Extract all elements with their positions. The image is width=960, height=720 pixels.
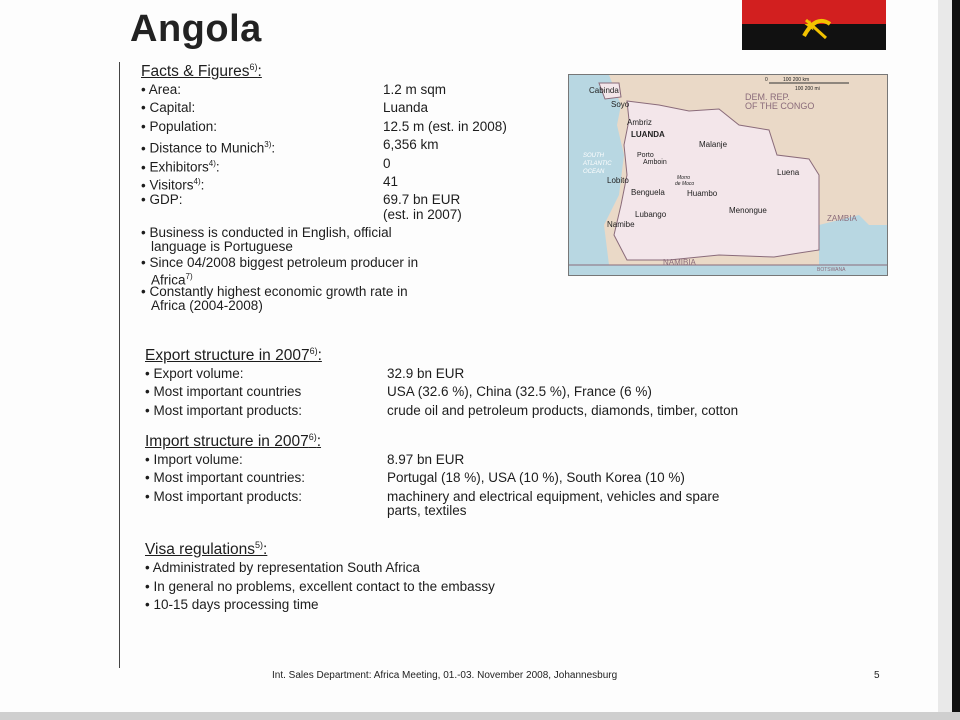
svg-text:ATLANTIC: ATLANTIC [583,161,612,167]
import-countries-label: • Most important countries: [145,470,305,485]
scan-edge-bottom [0,712,960,720]
export-products-label: • Most important products: [145,403,302,418]
svg-text:Menongue: Menongue [729,206,767,215]
note-business-language-cont: language is Portuguese [151,239,293,254]
visa-item: • Administrated by representation South Africa [145,560,420,575]
flag-emblem-icon [796,6,836,46]
svg-text:de Moco: de Moco [675,181,695,187]
svg-text:Huambo: Huambo [687,189,718,198]
gdp-label: • GDP: [141,192,183,207]
svg-text:ZAMBIA: ZAMBIA [827,214,857,223]
page-title: Angola [130,8,262,50]
svg-text:SOUTH: SOUTH [583,153,604,159]
map-graphic [569,75,887,275]
facts-heading: Facts & Figures$^{6)}$: [141,62,262,81]
population-label: • Population: [141,119,217,134]
import-products-value-cont: parts, textiles [387,503,467,518]
visa-heading: Visa regulations$^{5)}$: [145,540,268,559]
angola-map [568,74,888,276]
visitors-value: 41 [383,174,399,189]
area-value: 1.2 m sqm [383,82,447,97]
gdp-value: 69.7 bn EUR [383,192,461,207]
svg-text:Lubango: Lubango [635,210,667,219]
export-products-value: crude oil and petroleum products, diamonds, timber, cotton [387,403,739,418]
svg-text:Soyo: Soyo [611,100,630,109]
import-countries-value: Portugal (18 %), USA (10 %), South Korea (10 %) [387,470,685,485]
svg-text:Luena: Luena [777,168,800,177]
svg-text:0: 0 [765,77,768,83]
visa-item: • 10-15 days processing time [145,597,319,612]
svg-text:OCEAN: OCEAN [583,169,605,175]
export-countries-label: • Most important countries [145,384,301,399]
gdp-value-note: (est. in 2007) [383,207,462,222]
svg-text:BOTSWANA: BOTSWANA [817,267,846,273]
note-growth: • Constantly highest economic growth rate in [141,284,408,299]
svg-text:Namibe: Namibe [607,220,635,229]
svg-text:Malanje: Malanje [699,140,728,149]
import-products-value: machinery and electrical equipment, vehicles and spare [387,489,720,504]
svg-text:Cabinda: Cabinda [589,86,619,95]
svg-text:DEM. REP.: DEM. REP. [745,92,790,102]
visitors-label: • Visitors$^{4)}$: [141,174,204,193]
visa-item: • In general no problems, excellent contact to the embassy [145,579,495,594]
export-heading: Export structure in 2007$^{6)}$: [145,346,322,365]
import-volume-value: 8.97 bn EUR [387,452,465,467]
svg-text:100 200 mi: 100 200 mi [795,86,820,92]
exhibitors-label: • Exhibitors$^{4)}$: [141,156,220,175]
export-countries-value: USA (32.6 %), China (32.5 %), France (6 %) [387,384,652,399]
export-volume-value: 32.9 bn EUR [387,366,465,381]
import-products-label: • Most important products: [145,489,302,504]
svg-text:100 200 km: 100 200 km [783,77,810,83]
footer-text: Int. Sales Department: Africa Meeting, 01.-03. November 2008, Johannesburg [272,670,618,681]
scan-edge [938,0,952,720]
distance-value: 6,356 km [383,137,439,152]
svg-text:Benguela: Benguela [631,188,665,197]
area-label: • Area: [141,82,181,97]
distance-label: • Distance to Munich$^{3)}$: [141,137,275,156]
note-business-language: • Business is conducted in English, official [141,225,392,240]
export-volume-label: • Export volume: [145,366,244,381]
import-volume-label: • Import volume: [145,452,243,467]
page-number: 5 [874,670,880,681]
capital-value: Luanda [383,100,429,115]
capital-label: • Capital: [141,100,195,115]
svg-text:OF THE CONGO: OF THE CONGO [745,101,815,111]
note-growth-cont: Africa (2004-2008) [151,298,263,313]
exhibitors-value: 0 [383,156,391,171]
svg-text:Amboin: Amboin [643,159,667,166]
left-rule [119,62,120,668]
population-value: 12.5 m (est. in 2008) [383,119,507,134]
scan-edge-dark [952,0,960,720]
svg-text:Morro: Morro [677,175,691,181]
angola-flag-image [742,0,886,50]
svg-text:Ambriz: Ambriz [627,118,652,127]
svg-text:LUANDA: LUANDA [631,130,665,139]
svg-text:Lobito: Lobito [607,176,629,185]
svg-text:Porto: Porto [637,152,654,159]
import-heading: Import structure in 2007$^{6)}$: [145,432,322,451]
note-petroleum-cont: Africa$^{7)}$ [151,272,193,288]
note-petroleum: • Since 04/2008 biggest petroleum producer in [141,255,418,270]
svg-text:NAMIBIA: NAMIBIA [663,258,696,267]
